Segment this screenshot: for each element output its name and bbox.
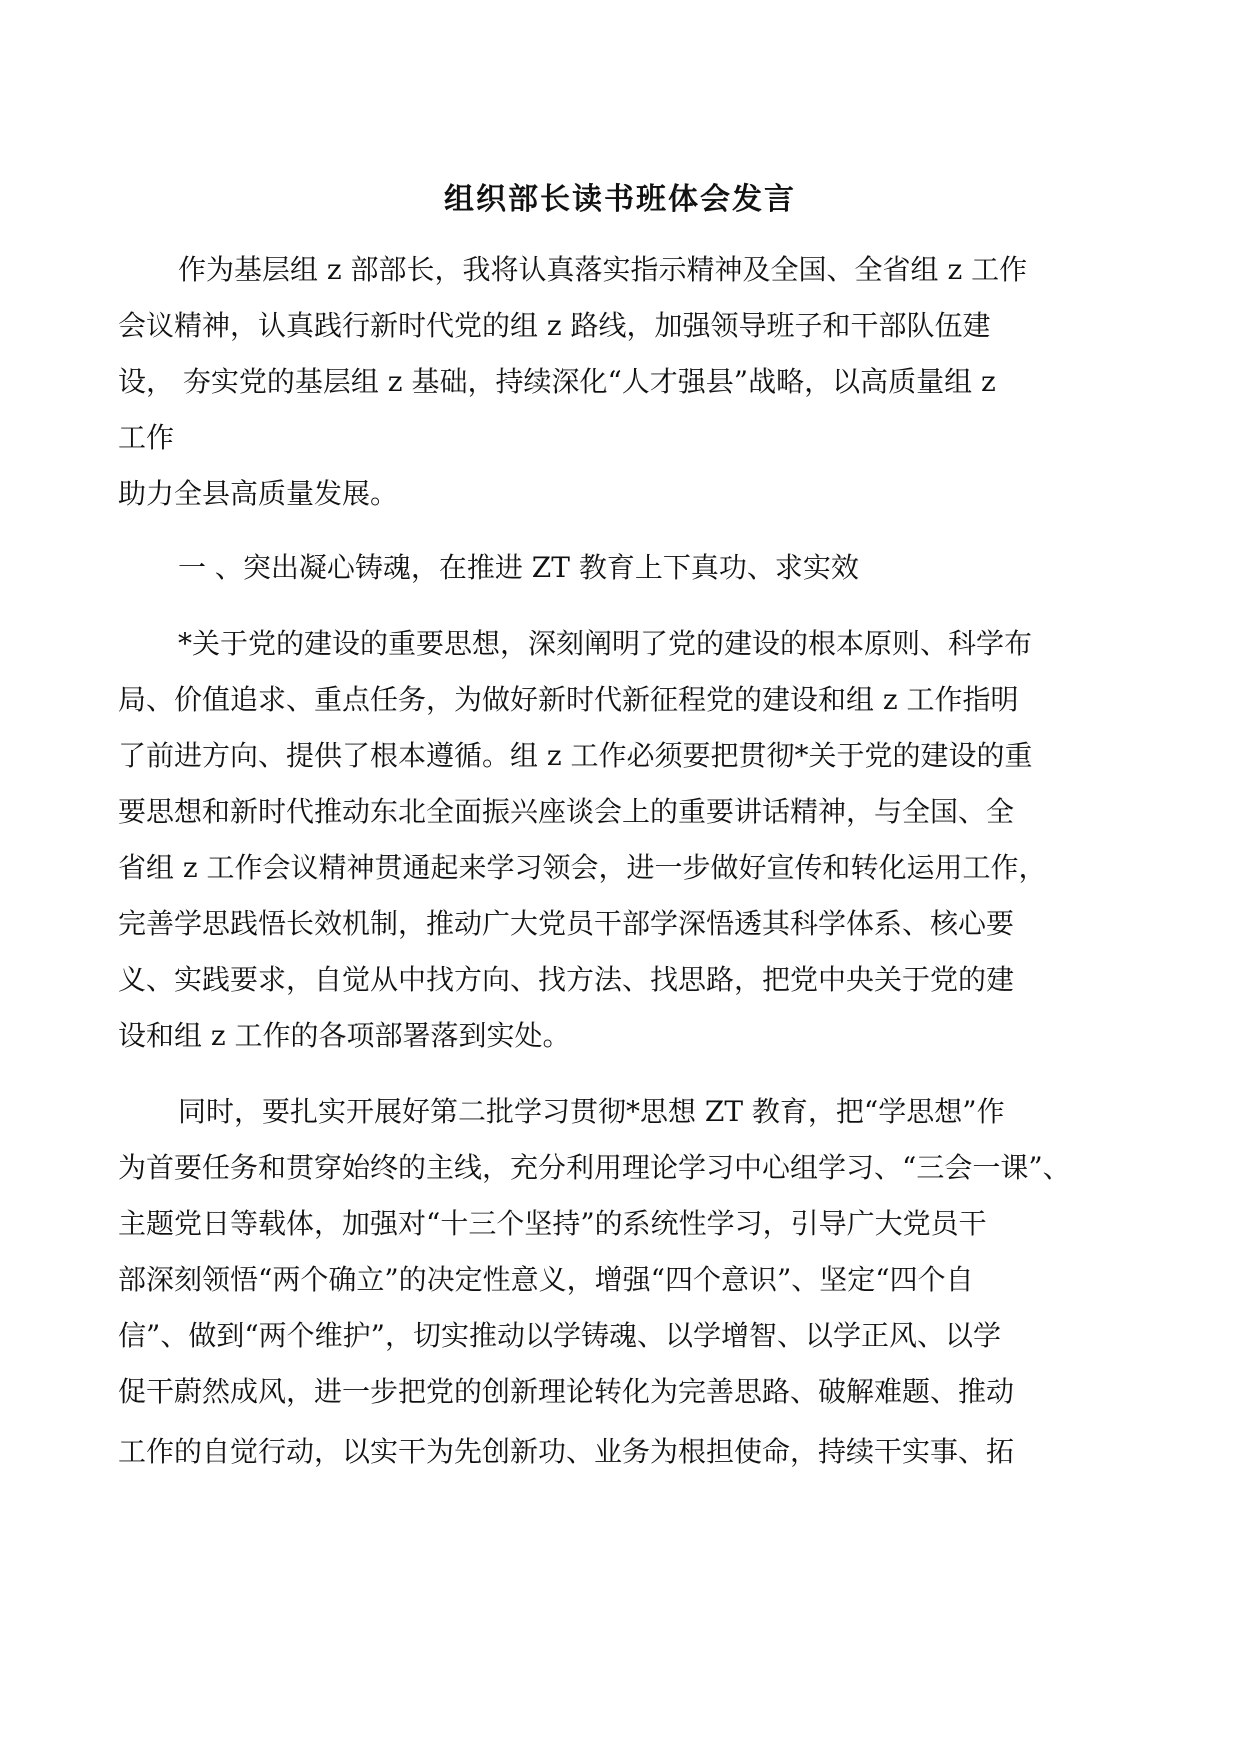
paragraph-line: 同时，要扎实开展好第二批学习贯彻*思想 ZT 教育，把“学思想”作 (178, 1095, 1005, 1128)
paragraph-line: 省组 z 工作会议精神贯通起来学习领会，进一步做好宣传和转化运用工作， (118, 851, 1047, 884)
paragraph-line: 促干蔚然成风，进一步把党的创新理论转化为完善思路、破解难题、推动 (118, 1375, 1015, 1408)
paragraph-line: 设， 夯实党的基层组 z 基础，持续深化“人才强县”战略，以高质量组 z (118, 365, 996, 398)
paragraph-line: 主题党日等载体，加强对“十三个坚持”的系统性学习，引导广大党员干 (118, 1207, 987, 1240)
paragraph-line: 了前进方向、提供了根本遵循。组 z 工作必须要把贯彻*关于党的建设的重 (118, 739, 1033, 772)
paragraph-line: 助力全县高质量发展。 (118, 477, 399, 510)
paragraph-line: 为首要任务和贯穿始终的主线，充分利用理论学习中心组学习、“三会一课”、 (118, 1151, 1071, 1184)
paragraph-line: 作为基层组 z 部部长，我将认真落实指示精神及全国、全省组 z 工作 (178, 253, 1028, 286)
paragraph-line: 部深刻领悟“两个确立”的决定性意义，增强“四个意识”、坚定“四个自 (118, 1263, 974, 1296)
document-title: 组织部长读书班体会发言 (444, 182, 796, 217)
paragraph-line: 设和组 z 工作的各项部署落到实处。 (118, 1019, 571, 1052)
paragraph-line: *关于党的建设的重要思想，深刻阐明了党的建设的根本原则、科学布 (178, 627, 1033, 660)
paragraph-line: 工作 (118, 421, 175, 454)
paragraph-line: 局、价值追求、重点任务，为做好新时代新征程党的建设和组 z 工作指明 (118, 683, 1019, 716)
paragraph-line: 义、实践要求，自觉从中找方向、找方法、找思路，把党中央关于党的建 (118, 963, 1015, 996)
paragraph-line: 会议精神，认真践行新时代党的组 z 路线，加强领导班子和干部队伍建 (118, 309, 991, 342)
paragraph-line: 要思想和新时代推动东北全面振兴座谈会上的重要讲话精神，与全国、全 (118, 795, 1015, 828)
section-heading: 一 、突出凝心铸魂，在推进 ZT 教育上下真功、求实效 (178, 551, 859, 584)
paragraph-line: 信”、做到“两个维护”，切实推动以学铸魂、以学增智、以学正风、以学 (118, 1319, 1001, 1352)
paragraph-line: 完善学思践悟长效机制，推动广大党员干部学深悟透其科学体系、核心要 (118, 907, 1015, 940)
paragraph-line: 工作的自觉行动，以实干为先创新功、业务为根担使命，持续干实事、拓 (118, 1435, 1015, 1468)
